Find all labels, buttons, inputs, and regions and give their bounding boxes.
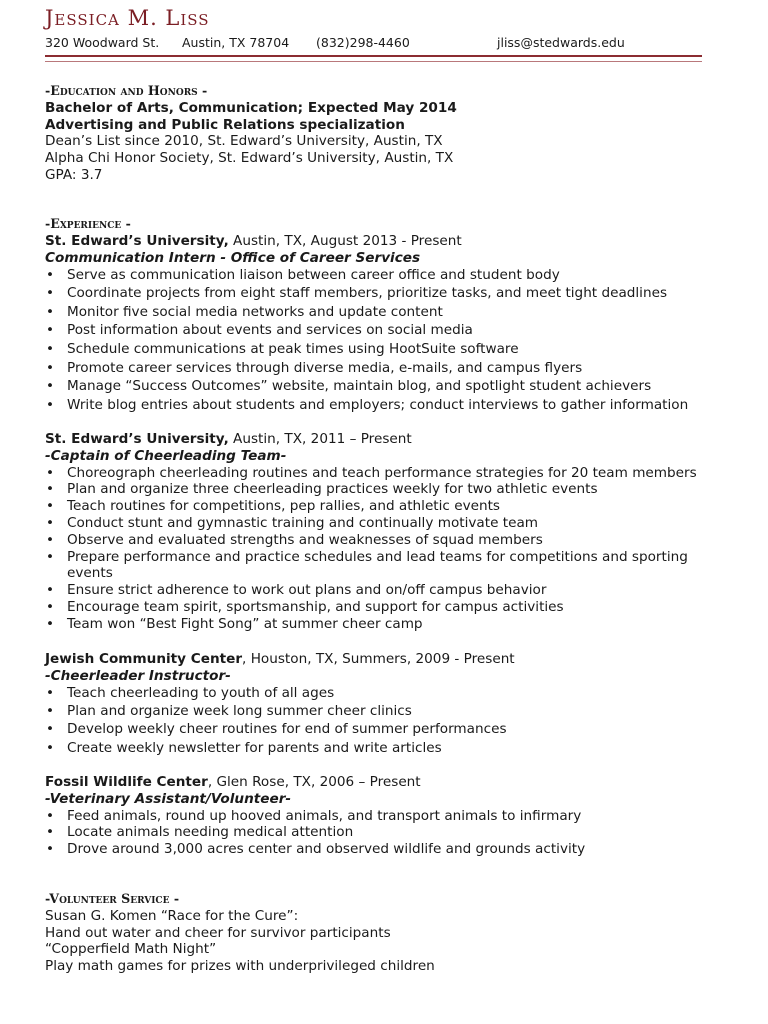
job-bullets <box>45 808 745 858</box>
address: 320 Woodward St. <box>45 35 160 50</box>
job-details: Austin, TX, August 2013 - Present <box>228 233 462 249</box>
honor-line: Dean’s List since 2010, St. Edward’s University, Austin, TX <box>45 133 443 150</box>
section-heading-experience: -Experience - <box>45 216 131 231</box>
job-org: Jewish Community Center <box>45 651 243 667</box>
job-org: St. Edward’s University, <box>45 431 229 447</box>
applicant-name: Jessica M. Liss <box>45 6 210 30</box>
bullet-item: • Write blog entries about students and employers; conduct interviews to gather information <box>45 397 745 416</box>
job-career-services <box>45 233 745 415</box>
job-bullets <box>45 685 745 759</box>
bullet-item: • Manage “Success Outcomes” website, maintain blog, and spotlight student achievers <box>45 378 745 397</box>
job-bullets <box>45 465 745 633</box>
job-fossil-wildlife <box>45 774 745 858</box>
job-title: Communication Intern - Office of Career Services <box>45 249 421 266</box>
volunteer-section <box>45 891 745 975</box>
bullet-item: • Choreograph cheerleading routines and teach performance strategies for 20 team members <box>45 465 745 482</box>
bullet-item: • Serve as communication liaison between career office and student body <box>45 267 745 286</box>
bullet-item: • Monitor five social media networks and update content <box>45 304 745 323</box>
bullet-item: • Teach routines for competitions, pep rallies, and athletic events <box>45 498 745 515</box>
job-title: -Veterinary Assistant/Volunteer- <box>45 790 292 807</box>
job-bullets <box>45 267 745 416</box>
bullet-item: • Coordinate projects from eight staff members, prioritize tasks, and meet tight deadlines <box>45 285 745 304</box>
bullet-item: • Feed animals, round up hooved animals, and transport animals to infirmary <box>45 808 745 825</box>
volunteer-line: Play math games for prizes with underprivileged children <box>45 958 435 975</box>
section-heading-education: -Education and Honors - <box>45 83 208 98</box>
section-heading-volunteer: -Volunteer Service - <box>45 891 180 906</box>
job-cheer-captain <box>45 431 745 633</box>
bullet-item: • Encourage team spirit, sportsmanship, and support for campus activities <box>45 599 745 616</box>
bullet-item: • Ensure strict adherence to work out plans and on/off campus behavior <box>45 582 745 599</box>
bullet-item: • Observe and evaluated strengths and weaknesses of squad members <box>45 532 745 549</box>
job-details: Austin, TX, 2011 – Present <box>228 431 412 447</box>
bullet-item: • Create weekly newsletter for parents and write articles <box>45 740 745 758</box>
phone-number: (832)298-4460 <box>316 35 410 50</box>
header-rule-thick <box>45 55 702 57</box>
volunteer-line: Susan G. Komen “Race for the Cure”: <box>45 907 299 924</box>
contact-line <box>45 35 745 53</box>
bullet-item: • Plan and organize three cheerleading practices weekly for two athletic events <box>45 481 745 498</box>
specialization: Advertising and Public Relations specialization <box>45 116 405 133</box>
bullet-item: • Prepare performance and practice schedules and lead teams for competitions and sporting events <box>45 549 727 583</box>
bullet-item: • Teach cheerleading to youth of all ages <box>45 685 745 703</box>
job-title: -Cheerleader Instructor- <box>45 667 231 684</box>
volunteer-line: “Copperfield Math Night” <box>45 941 217 958</box>
education-section <box>45 83 745 184</box>
bullet-item: • Plan and organize week long summer cheer clinics <box>45 703 745 721</box>
bullet-item: • Schedule communications at peak times using HootSuite software <box>45 341 745 360</box>
city-state-zip: Austin, TX 78704 <box>182 35 290 50</box>
bullet-item: • Post information about events and services on social media <box>45 322 745 341</box>
bullet-item: • Develop weekly cheer routines for end of summer performances <box>45 721 745 739</box>
bullet-item: • Promote career services through diverse media, e-mails, and campus flyers <box>45 360 745 379</box>
job-details: , Glen Rose, TX, 2006 – Present <box>207 774 421 790</box>
bullet-item: • Locate animals needing medical attention <box>45 824 745 841</box>
gpa: GPA: 3.7 <box>45 166 103 183</box>
email-address: jliss@stedwards.edu <box>497 35 625 50</box>
honor-line: Alpha Chi Honor Society, St. Edward’s University, Austin, TX <box>45 150 454 167</box>
bullet-item: • Team won “Best Fight Song” at summer cheer camp <box>45 616 745 633</box>
experience-section <box>45 216 745 233</box>
job-details: , Houston, TX, Summers, 2009 - Present <box>242 651 515 667</box>
job-title: -Captain of Cheerleading Team- <box>45 447 287 464</box>
degree: Bachelor of Arts, Communication; Expected May 2014 <box>45 99 457 116</box>
job-org: St. Edward’s University, <box>45 233 229 249</box>
bullet-item: • Conduct stunt and gymnastic training and continually motivate team <box>45 515 745 532</box>
header-rule-thin <box>45 61 702 62</box>
volunteer-line: Hand out water and cheer for survivor participants <box>45 924 391 941</box>
bullet-item: • Drove around 3,000 acres center and observed wildlife and grounds activity <box>45 841 745 858</box>
job-org: Fossil Wildlife Center <box>45 774 208 790</box>
job-jcc <box>45 651 745 758</box>
